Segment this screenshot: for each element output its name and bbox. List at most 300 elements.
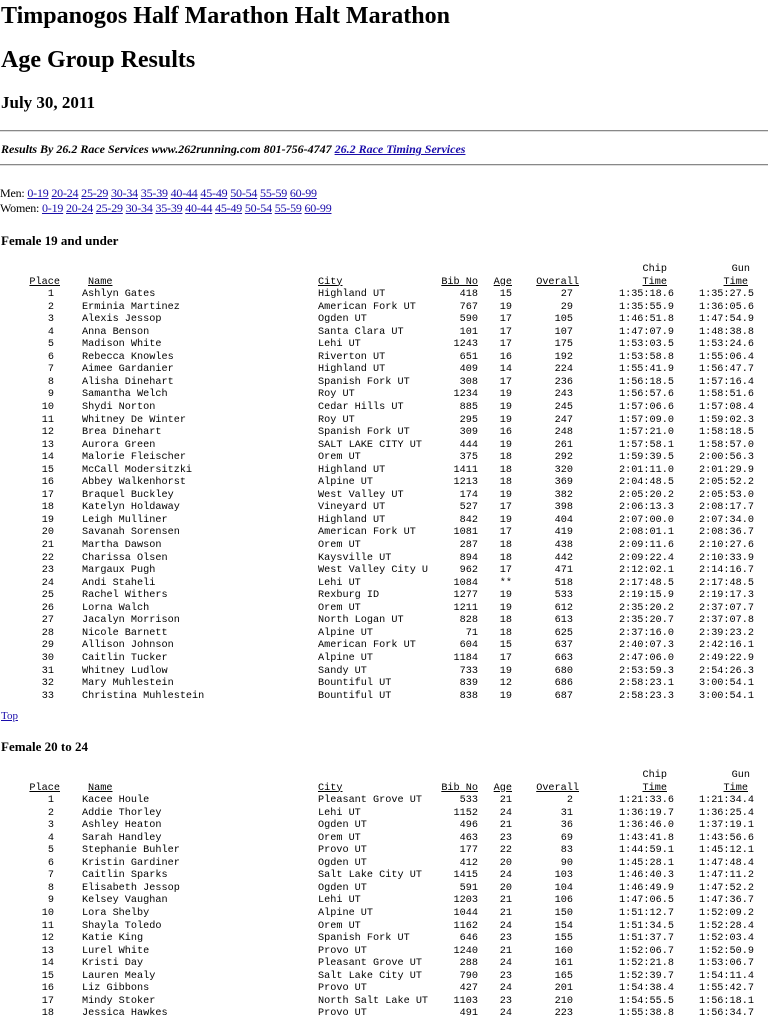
page-title: Timpanogos Half Marathon Halt Marathon [1, 3, 450, 29]
gun-cell: 1:43:56.6 [698, 832, 754, 844]
results-credit [1, 142, 465, 157]
place-cell: 7 [47, 364, 54, 376]
overall-cell: 438 [554, 540, 573, 552]
overall-cell: 292 [554, 452, 573, 464]
chip-time-header: Time [642, 276, 667, 288]
city-cell: Salt Lake City UT [318, 970, 422, 982]
overall-cell: 320 [554, 464, 573, 476]
name-cell: Madison White [82, 339, 162, 351]
table-row [0, 653, 768, 666]
place-cell: 20 [41, 527, 54, 539]
table-row [0, 820, 768, 833]
name-cell: Kacee Houle [82, 795, 150, 807]
age-cell: 17 [499, 565, 512, 577]
city-cell: American Fork UT [318, 527, 416, 539]
place-cell: 18 [41, 502, 54, 514]
overall-cell: 69 [560, 832, 573, 844]
age-cell: 15 [499, 640, 512, 652]
women-age-link-25-29[interactable]: 25-29 [95, 201, 123, 215]
bib-cell: 309 [459, 427, 478, 439]
bib-header: Bib No [441, 276, 478, 288]
place-cell: 27 [41, 615, 54, 627]
overall-cell: 369 [554, 477, 573, 489]
men-label: Men: [0, 186, 25, 200]
name-cell: Shayla Toledo [82, 920, 162, 932]
place-cell: 13 [41, 439, 54, 451]
name-cell: Kelsey Vaughan [82, 895, 168, 907]
place-cell: 14 [41, 958, 54, 970]
gun-cell: 2:10:33.9 [698, 552, 754, 564]
name-cell: Savanah Sorensen [82, 527, 180, 539]
chip-cell: 1:46:49.9 [618, 882, 674, 894]
chip-cell: 1:47:06.5 [618, 895, 674, 907]
chip-cell: 2:09:22.4 [618, 552, 674, 564]
men-age-link-60-99[interactable]: 60-99 [289, 186, 317, 200]
city-cell: Lehi UT [318, 339, 361, 351]
top-divider [0, 130, 768, 132]
age-cell: 23 [499, 832, 512, 844]
chip-cell: 2:05:20.2 [618, 489, 674, 501]
age-cell: 21 [499, 820, 512, 832]
bib-cell: 838 [459, 690, 478, 702]
table-row [0, 377, 768, 390]
table-row [0, 895, 768, 908]
overall-cell: 105 [554, 314, 573, 326]
table-row [0, 389, 768, 402]
table-row [0, 339, 768, 352]
city-cell: Spanish Fork UT [318, 933, 410, 945]
age-cell: 17 [499, 652, 512, 664]
table-row [0, 666, 768, 679]
age-cell: 19 [499, 389, 512, 401]
table-row [0, 678, 768, 691]
overall-cell: 27 [560, 289, 573, 301]
bib-cell: 842 [459, 514, 478, 526]
gun-cell: 1:54:11.4 [698, 970, 754, 982]
city-cell: Vineyard UT [318, 502, 386, 514]
race-timing-link[interactable]: 26.2 Race Timing Services [334, 142, 466, 156]
gun-cell: 1:47:48.4 [698, 857, 754, 869]
bib-cell: 308 [459, 376, 478, 388]
city-cell: Ogden UT [318, 314, 367, 326]
name-cell: Elisabeth Jessop [82, 882, 180, 894]
age-cell: 19 [499, 489, 512, 501]
place-cell: 25 [41, 590, 54, 602]
place-cell: 3 [47, 314, 54, 326]
gun-cell: 1:35:27.5 [698, 289, 754, 301]
overall-cell: 36 [560, 820, 573, 832]
table-row [0, 327, 768, 340]
name-cell: Lauren Mealy [82, 970, 156, 982]
city-cell: Roy UT [318, 414, 355, 426]
table-row [0, 565, 768, 578]
place-cell: 9 [47, 389, 54, 401]
section-title: Female 19 and under [1, 233, 119, 248]
table-row [0, 691, 768, 704]
table-row [0, 440, 768, 453]
place-cell: 11 [41, 414, 54, 426]
table-row [0, 971, 768, 984]
table-row [0, 845, 768, 858]
city-cell: Provo UT [318, 983, 367, 995]
city-cell: Lehi UT [318, 577, 361, 589]
gun-time-header: Time [723, 782, 748, 794]
city-cell: Provo UT [318, 945, 367, 957]
name-cell: Caitlin Tucker [82, 652, 168, 664]
name-cell: Christina Muhlestein [82, 690, 205, 702]
name-cell: Braquel Buckley [82, 489, 174, 501]
place-cell: 15 [41, 970, 54, 982]
chip-cell: 2:06:13.3 [618, 502, 674, 514]
chip-cell: 2:12:02.1 [618, 565, 674, 577]
men-age-link-40-44[interactable]: 40-44 [170, 186, 198, 200]
chip-cell: 1:46:51.8 [618, 314, 674, 326]
name-cell: Caitlin Sparks [82, 870, 168, 882]
age-cell: 17 [499, 376, 512, 388]
chip-cell: 1:44:59.1 [618, 845, 674, 857]
place-cell: 8 [47, 882, 54, 894]
name-cell: Kristin Gardiner [82, 857, 180, 869]
gun-cell: 1:47:36.7 [698, 895, 754, 907]
gun-cell: 1:58:18.5 [698, 427, 754, 439]
women-age-link-40-44[interactable]: 40-44 [185, 201, 213, 215]
overall-cell: 663 [554, 652, 573, 664]
bib-cell: 418 [459, 289, 478, 301]
place-cell: 2 [47, 807, 54, 819]
gun-cell: 2:49:22.9 [698, 652, 754, 664]
overall-cell: 518 [554, 577, 573, 589]
name-cell: Lorna Walch [82, 602, 150, 614]
table-row [0, 578, 768, 591]
section-title: Female 20 to 24 [1, 739, 89, 754]
header-row-top [0, 264, 768, 277]
age-cell: 22 [499, 845, 512, 857]
table-row [0, 553, 768, 566]
age-cell: 19 [499, 301, 512, 313]
age-cell: 18 [499, 477, 512, 489]
women-age-link-0-19[interactable]: 0-19 [41, 201, 64, 215]
chip-cell: 1:43:41.8 [618, 832, 674, 844]
name-cell: Leigh Mulliner [82, 514, 168, 526]
bib-cell: 71 [465, 627, 478, 639]
name-cell: Sarah Handley [82, 832, 162, 844]
gun-cell: 2:07:34.0 [698, 514, 754, 526]
age-header: Age [493, 782, 512, 794]
age-cell: 24 [499, 1008, 512, 1020]
gun-cell: 1:55:42.7 [698, 983, 754, 995]
city-cell: Highland UT [318, 464, 386, 476]
chip-cell: 1:35:18.6 [618, 289, 674, 301]
name-cell: Whitney Ludlow [82, 665, 168, 677]
overall-cell: 680 [554, 665, 573, 677]
chip-cell: 1:45:28.1 [618, 857, 674, 869]
city-cell: West Valley City U [318, 565, 429, 577]
gun-cell: 3:00:54.1 [698, 678, 754, 690]
women-label: Women: [0, 201, 40, 215]
chip-cell: 1:56:57.6 [618, 389, 674, 401]
overall-cell: 155 [554, 933, 573, 945]
age-cell: 24 [499, 958, 512, 970]
men-age-link-25-29[interactable]: 25-29 [81, 186, 109, 200]
city-cell: Orem UT [318, 832, 361, 844]
women-age-link-50-54[interactable]: 50-54 [244, 201, 272, 215]
gun-header: Gun [731, 770, 750, 781]
age-cell: 12 [499, 678, 512, 690]
chip-cell: 1:51:34.5 [618, 920, 674, 932]
city-cell: North Logan UT [318, 615, 404, 627]
place-cell: 28 [41, 627, 54, 639]
city-cell: Roy UT [318, 389, 355, 401]
bib-cell: 1084 [453, 577, 478, 589]
place-cell: 12 [41, 933, 54, 945]
city-cell: Bountiful UT [318, 690, 392, 702]
gun-cell: 1:52:50.9 [698, 945, 754, 957]
men-age-link-0-19[interactable]: 0-19 [27, 186, 49, 200]
women-age-link-60-99[interactable]: 60-99 [304, 201, 332, 215]
city-cell: Bountiful UT [318, 678, 392, 690]
table-row [0, 515, 768, 528]
men-age-link-55-59[interactable]: 55-59 [260, 186, 288, 200]
men-age-link-20-24[interactable]: 20-24 [51, 186, 79, 200]
name-cell: Malorie Fleischer [82, 452, 186, 464]
age-cell: 23 [499, 970, 512, 982]
overall-cell: 223 [554, 1008, 573, 1020]
overall-cell: 471 [554, 565, 573, 577]
age-cell: 20 [499, 882, 512, 894]
table-row [0, 427, 768, 440]
women-age-link-55-59[interactable]: 55-59 [274, 201, 302, 215]
chip-cell: 1:54:55.5 [618, 995, 674, 1007]
gun-cell: 1:52:28.4 [698, 920, 754, 932]
bib-cell: 1044 [453, 908, 478, 920]
bib-cell: 646 [459, 933, 478, 945]
overall-cell: 236 [554, 376, 573, 388]
women-age-link-35-39[interactable]: 35-39 [155, 201, 183, 215]
overall-cell: 210 [554, 995, 573, 1007]
place-cell: 23 [41, 565, 54, 577]
bib-cell: 491 [459, 1008, 478, 1020]
women-age-group-nav [0, 201, 332, 216]
overall-cell: 31 [560, 807, 573, 819]
credit-text: Results By 26.2 Race Services www.262running.com 801-756-4747 [1, 142, 332, 156]
gun-cell: 1:36:05.6 [698, 301, 754, 313]
age-cell: 24 [499, 920, 512, 932]
bib-cell: 1243 [453, 339, 478, 351]
overall-cell: 160 [554, 945, 573, 957]
gun-cell: 2:37:07.8 [698, 615, 754, 627]
top-link[interactable]: Top [1, 710, 18, 722]
gun-cell: 2:14:16.7 [698, 565, 754, 577]
table-row [0, 946, 768, 959]
gun-cell: 1:56:18.1 [698, 995, 754, 1007]
gun-cell: 1:52:09.2 [698, 908, 754, 920]
overall-cell: 161 [554, 958, 573, 970]
table-row [0, 858, 768, 871]
gun-cell: 1:47:52.2 [698, 882, 754, 894]
name-cell: Martha Dawson [82, 540, 162, 552]
bib-cell: 463 [459, 832, 478, 844]
overall-cell: 245 [554, 402, 573, 414]
age-cell: 19 [499, 514, 512, 526]
gun-cell: 1:55:06.4 [698, 351, 754, 363]
bib-cell: 1103 [453, 995, 478, 1007]
gun-cell: 2:17:48.5 [698, 577, 754, 589]
age-cell: 17 [499, 527, 512, 539]
name-cell: Katelyn Holdaway [82, 502, 180, 514]
city-cell: Pleasant Grove UT [318, 795, 422, 807]
header-row [0, 783, 768, 796]
name-cell: Nicole Barnett [82, 627, 168, 639]
city-cell: SALT LAKE CITY UT [318, 439, 422, 451]
name-cell: Liz Gibbons [82, 983, 150, 995]
table-row [0, 833, 768, 846]
chip-cell: 1:46:40.3 [618, 870, 674, 882]
place-cell: 8 [47, 376, 54, 388]
table-row [0, 302, 768, 315]
age-cell: 23 [499, 995, 512, 1007]
table-row [0, 883, 768, 896]
men-age-link-50-54[interactable]: 50-54 [230, 186, 258, 200]
age-cell: 19 [499, 439, 512, 451]
men-age-link-35-39[interactable]: 35-39 [140, 186, 168, 200]
name-cell: Abbey Walkenhorst [82, 477, 186, 489]
bib-cell: 651 [459, 351, 478, 363]
name-cell: Margaux Pugh [82, 565, 156, 577]
city-cell: Highland UT [318, 364, 386, 376]
men-age-link-30-34[interactable]: 30-34 [110, 186, 138, 200]
gun-cell: 1:21:34.4 [698, 795, 754, 807]
name-cell: Lurel White [82, 945, 150, 957]
city-cell: Orem UT [318, 920, 361, 932]
name-cell: Jessica Hawkes [82, 1008, 168, 1020]
name-cell: Mary Muhlestein [82, 678, 174, 690]
age-cell: 18 [499, 540, 512, 552]
place-cell: 13 [41, 945, 54, 957]
name-cell: Rebecca Knowles [82, 351, 174, 363]
place-cell: 3 [47, 820, 54, 832]
chip-cell: 1:57:58.1 [618, 439, 674, 451]
gun-cell: 2:05:52.2 [698, 477, 754, 489]
age-cell: 19 [499, 690, 512, 702]
overall-cell: 243 [554, 389, 573, 401]
city-cell: Highland UT [318, 289, 386, 301]
name-cell: Addie Thorley [82, 807, 162, 819]
table-row [0, 502, 768, 515]
overall-cell: 613 [554, 615, 573, 627]
bib-cell: 295 [459, 414, 478, 426]
table-row [0, 540, 768, 553]
table-row [0, 402, 768, 415]
place-header: Place [29, 782, 60, 794]
city-header: City [318, 276, 343, 288]
city-cell: Lehi UT [318, 895, 361, 907]
name-cell: Kristi Day [82, 958, 144, 970]
city-cell: Spanish Fork UT [318, 427, 410, 439]
age-header: Age [493, 276, 512, 288]
overall-cell: 419 [554, 527, 573, 539]
city-cell: Spanish Fork UT [318, 376, 410, 388]
age-cell: ** [499, 577, 512, 589]
men-age-group-nav [0, 186, 317, 201]
overall-cell: 103 [554, 870, 573, 882]
bib-cell: 790 [459, 970, 478, 982]
chip-cell: 2:53:59.3 [618, 665, 674, 677]
bib-cell: 590 [459, 314, 478, 326]
bib-cell: 1184 [453, 652, 478, 664]
chip-cell: 2:07:00.0 [618, 514, 674, 526]
women-age-link-30-34[interactable]: 30-34 [125, 201, 153, 215]
overall-cell: 533 [554, 590, 573, 602]
age-cell: 17 [499, 326, 512, 338]
overall-cell: 261 [554, 439, 573, 451]
bib-cell: 412 [459, 857, 478, 869]
overall-header: Overall [536, 276, 579, 288]
bib-cell: 527 [459, 502, 478, 514]
bib-cell: 444 [459, 439, 478, 451]
age-cell: 15 [499, 289, 512, 301]
bib-cell: 533 [459, 795, 478, 807]
chip-cell: 1:52:06.7 [618, 945, 674, 957]
men-age-link-45-49[interactable]: 45-49 [200, 186, 228, 200]
bib-cell: 591 [459, 882, 478, 894]
bib-cell: 427 [459, 983, 478, 995]
table-row [0, 465, 768, 478]
gun-cell: 2:37:07.7 [698, 602, 754, 614]
overall-cell: 2 [566, 795, 573, 807]
chip-time-header: Time [642, 782, 667, 794]
gun-cell: 1:59:02.3 [698, 414, 754, 426]
place-cell: 17 [41, 489, 54, 501]
chip-cell: 1:53:58.8 [618, 351, 674, 363]
overall-cell: 398 [554, 502, 573, 514]
place-cell: 2 [47, 301, 54, 313]
chip-cell: 1:51:37.7 [618, 933, 674, 945]
chip-cell: 2:01:11.0 [618, 464, 674, 476]
chip-cell: 1:57:21.0 [618, 427, 674, 439]
header-row-top [0, 770, 768, 783]
women-age-link-20-24[interactable]: 20-24 [66, 201, 93, 215]
table-row [0, 314, 768, 327]
name-cell: Mindy Stoker [82, 995, 156, 1007]
place-cell: 33 [41, 690, 54, 702]
bib-cell: 1234 [453, 389, 478, 401]
table-row [0, 615, 768, 628]
bib-cell: 1415 [453, 870, 478, 882]
name-cell: Shydi Norton [82, 402, 156, 414]
city-cell: Kaysville UT [318, 552, 392, 564]
gun-cell: 2:19:17.3 [698, 590, 754, 602]
chip-cell: 2:58:23.1 [618, 678, 674, 690]
age-cell: 16 [499, 427, 512, 439]
gun-cell: 2:00:56.3 [698, 452, 754, 464]
gun-cell: 2:39:23.2 [698, 627, 754, 639]
overall-cell: 442 [554, 552, 573, 564]
table-row [0, 364, 768, 377]
age-cell: 21 [499, 945, 512, 957]
city-cell: Ogden UT [318, 820, 367, 832]
bib-cell: 839 [459, 678, 478, 690]
city-cell: Rexburg ID [318, 590, 380, 602]
age-cell: 19 [499, 665, 512, 677]
chip-cell: 1:36:19.7 [618, 807, 674, 819]
gun-cell: 2:42:16.1 [698, 640, 754, 652]
city-cell: Orem UT [318, 540, 361, 552]
overall-cell: 192 [554, 351, 573, 363]
place-cell: 4 [47, 832, 54, 844]
age-cell: 21 [499, 795, 512, 807]
name-cell: McCall Modersitzki [82, 464, 193, 476]
women-age-link-45-49[interactable]: 45-49 [215, 201, 243, 215]
